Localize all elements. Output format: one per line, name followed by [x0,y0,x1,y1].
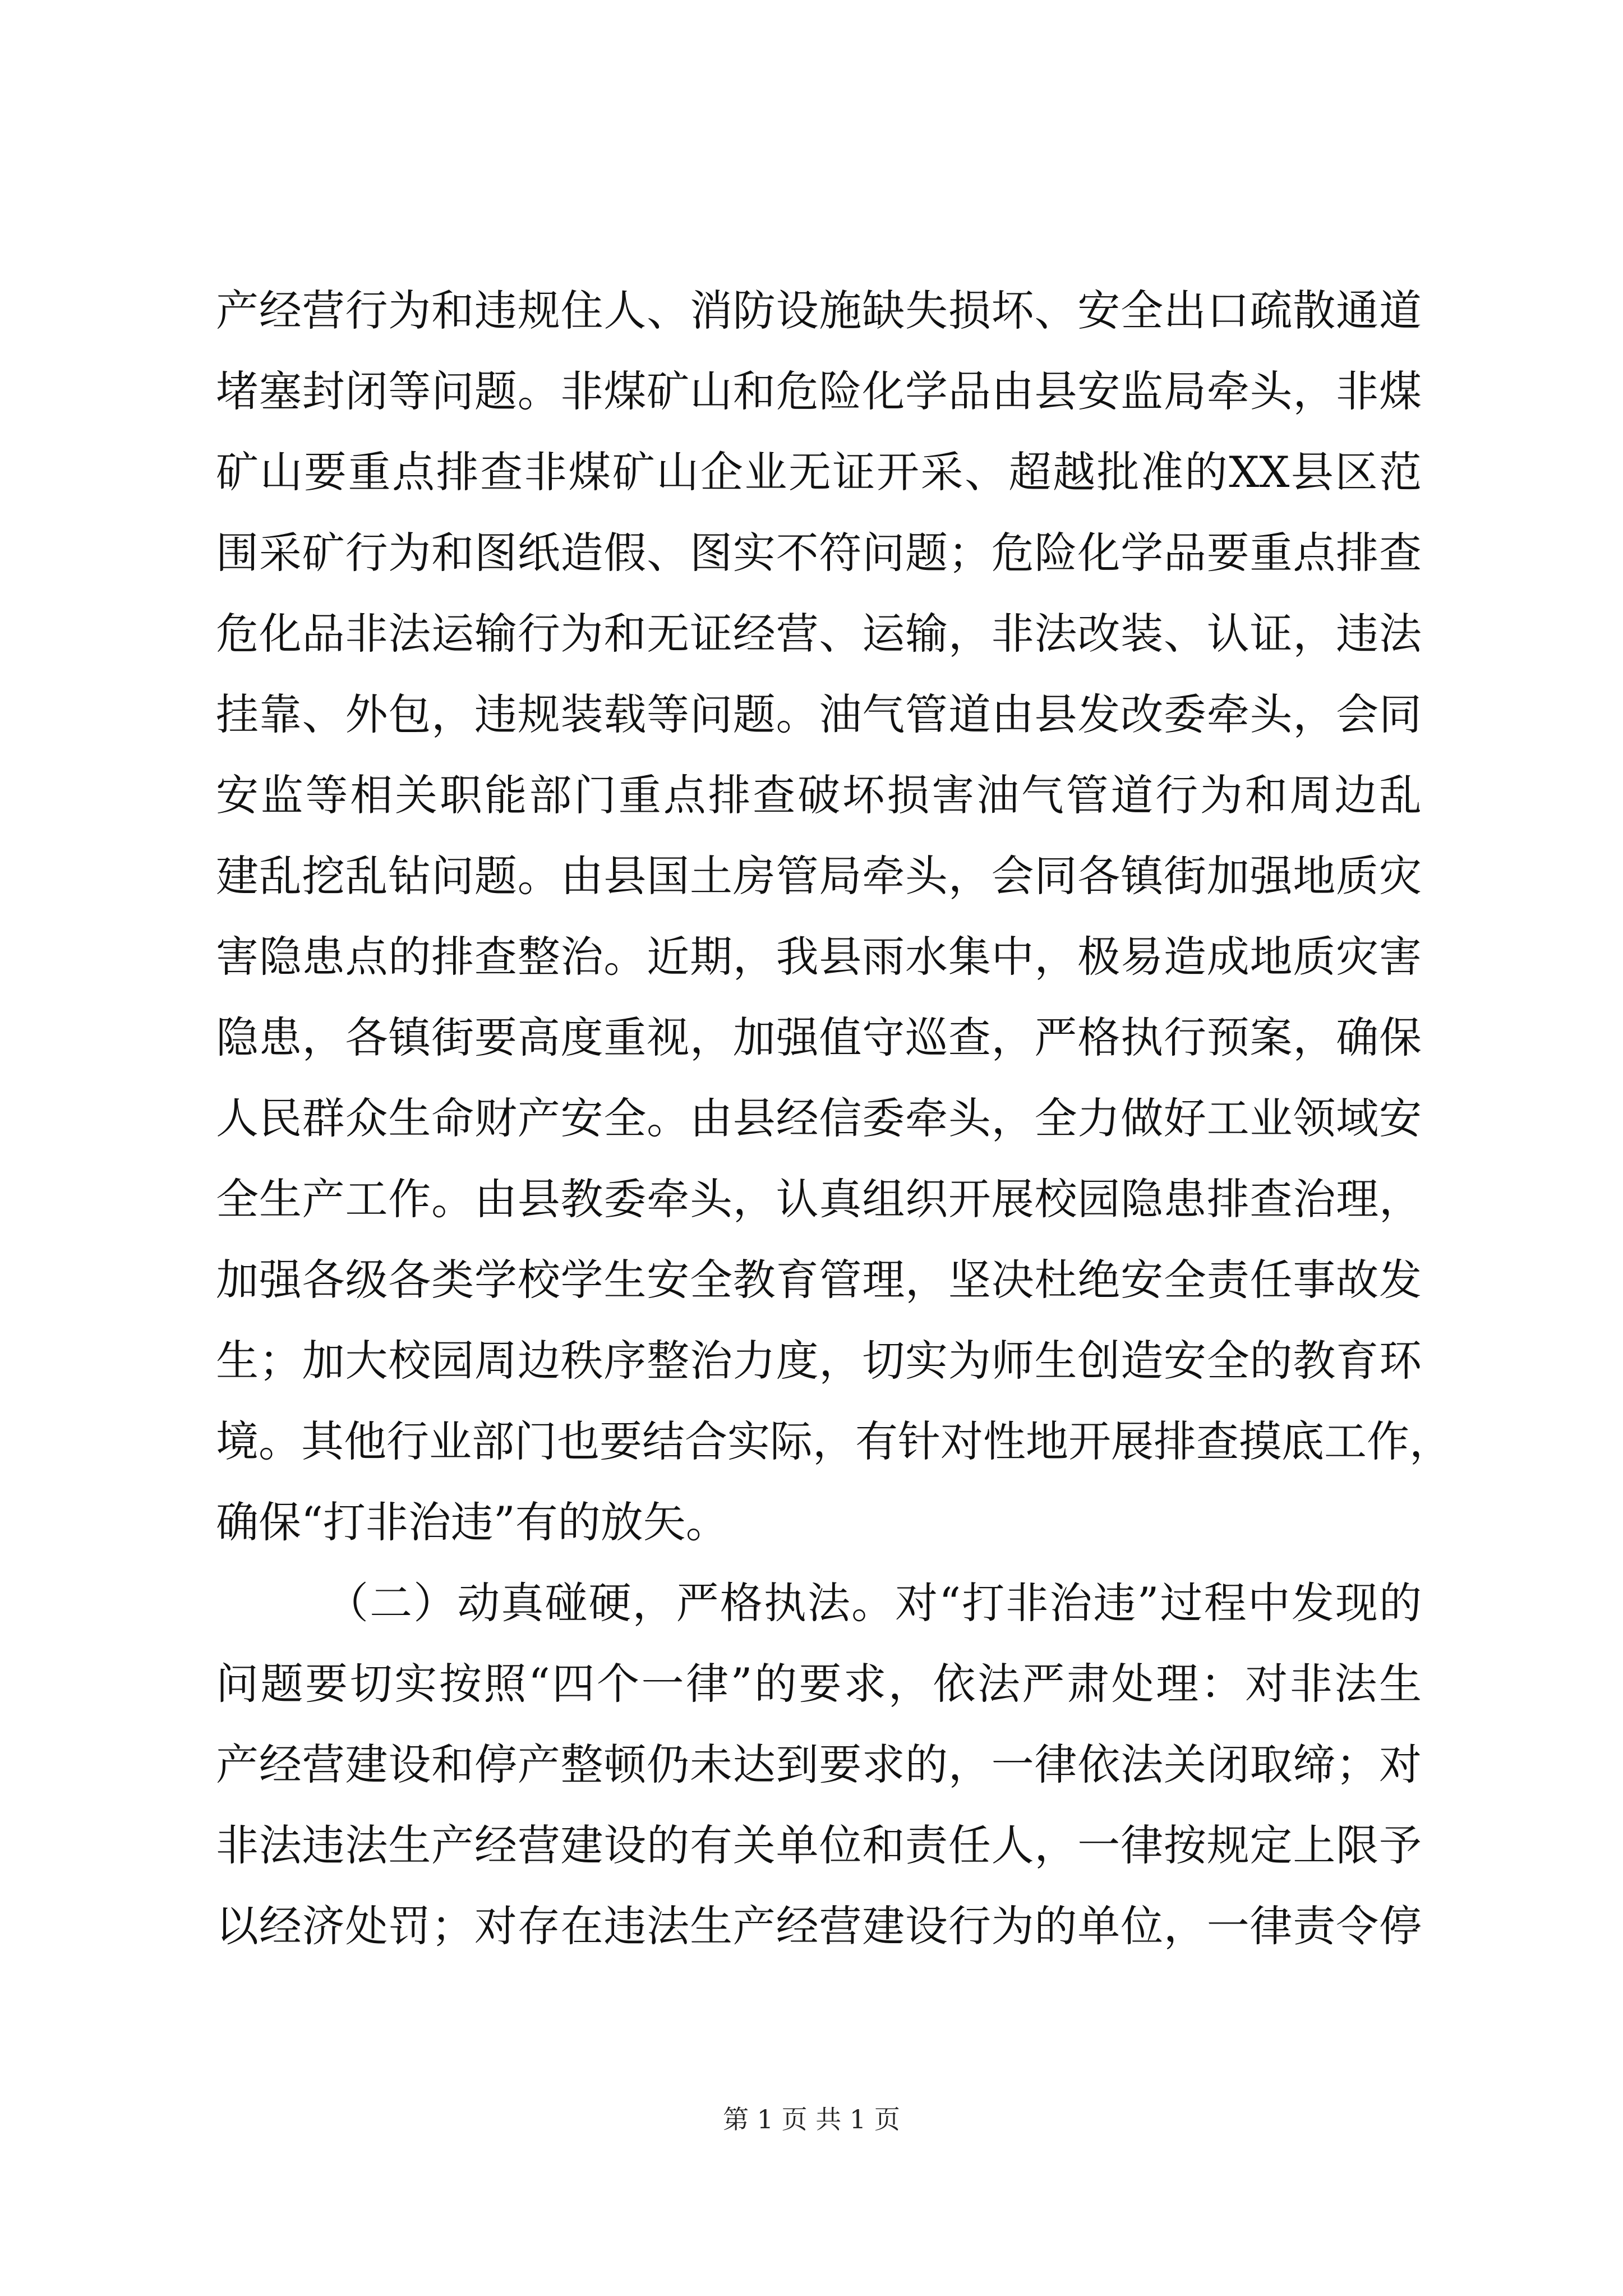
text-line: 危化品非法运输行为和无证经营、运输，非法改装、认证，违法 [216,609,1422,659]
text-line: 产经营建设和停产整顿仍未达到要求的，一律依法关闭取缔；对 [216,1740,1422,1789]
text-line: 以经济处罚；对存在违法生产经营建设行为的单位，一律责令停 [216,1901,1422,1951]
text-line: 人民群众生命财产安全。由县经信委牵头，全力做好工业领域安 [216,1093,1422,1143]
text-line: 堵塞封闭等问题。非煤矿山和危险化学品由县安监局牵头，非煤 [216,366,1422,416]
text-line: 围采矿行为和图纸造假、图实不符问题；危险化学品要重点排查 [216,528,1422,578]
text-line: 境。其他行业部门也要结合实际，有针对性地开展排查摸底工作， [216,1416,1452,1466]
text-line: 生；加大校园周边秩序整治力度，切实为师生创造安全的教育环 [216,1336,1422,1386]
section-heading-line: （二）动真碰硬，严格执法。对“打非治违”过程中发现的 [326,1578,1422,1628]
text-line: 产经营行为和违规住人、消防设施缺失损坏、安全出口疏散通道 [216,286,1422,335]
page-number-footer: 第 1 页 共 1 页 [723,2104,900,2134]
text-line: 矿山要重点排查非煤矿山企业无证开采、超越批准的XX县区范 [216,447,1422,497]
text-line: 安监等相关职能部门重点排查破坏损害油气管道行为和周边乱 [216,770,1422,820]
text-line: 隐患，各镇街要高度重视，加强值守巡查，严格执行预案，确保 [216,1013,1422,1062]
text-line: 加强各级各类学校学生安全教育管理，坚决杜绝安全责任事故发 [216,1255,1422,1305]
text-line: 确保“打非治违”有的放矢。 [216,1497,728,1547]
text-line: 建乱挖乱钻问题。由县国土房管局牵头，会同各镇街加强地质灾 [216,851,1422,901]
text-line: 挂靠、外包，违规装载等问题。油气管道由县发改委牵头，会同 [216,689,1422,739]
text-line: 问题要切实按照“四个一律”的要求，依法严肃处理：对非法生 [216,1659,1422,1709]
document-body [216,270,1452,1967]
text-line: 全生产工作。由县教委牵头，认真组织开展校园隐患排查治理， [216,1174,1422,1224]
text-line: 非法违法生产经营建设的有关单位和责任人，一律按规定上限予 [216,1820,1422,1870]
text-line: 害隐患点的排查整治。近期，我县雨水集中，极易造成地质灾害 [216,932,1422,982]
